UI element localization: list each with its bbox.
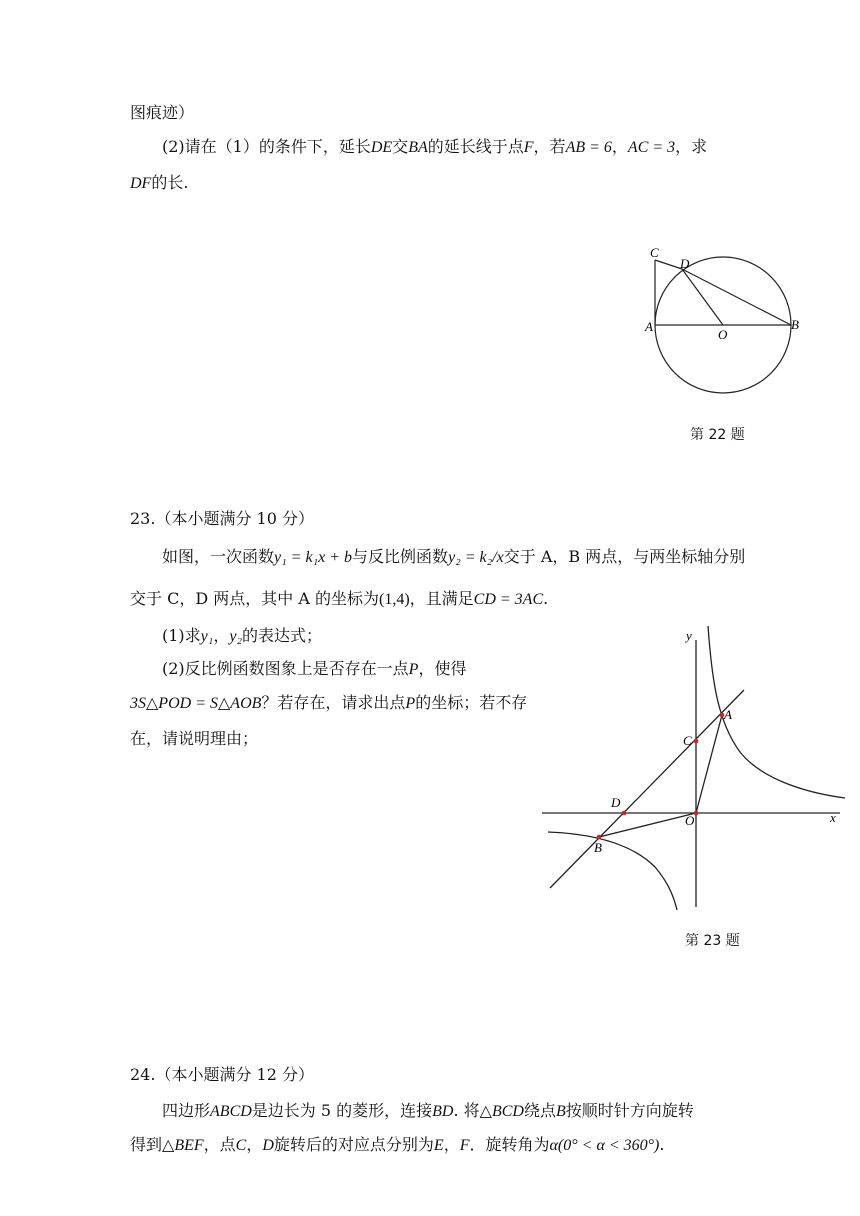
q22-caption: 第 22 题 xyxy=(690,427,745,443)
q23-point-C xyxy=(694,739,699,744)
q23-part2-line3: 在，请说明理由； xyxy=(130,729,259,748)
q23-intro-line1: 如图，一次函数y₁ = k₁x + b与反比例函数y₂ = k₂/x交于 A，B 两点，与两坐标轴分别 xyxy=(162,547,746,566)
q23-label-y: y xyxy=(686,628,692,643)
q22-label-D: D xyxy=(680,256,690,271)
q24-line2: 得到△BEF，点C，D旋转后的对应点分别为E，F．旋转角为α(0° < α < 360°). xyxy=(130,1135,665,1154)
q22-label-A: A xyxy=(645,319,653,334)
q22-figure xyxy=(640,240,810,400)
q23-figure xyxy=(540,622,850,912)
q23-label-D: D xyxy=(611,795,621,810)
q23-label-x: x xyxy=(830,810,836,825)
q22-tail-text: 图痕迹） xyxy=(130,103,195,122)
q24-header: 24.（本小题满分 12 分） xyxy=(130,1065,314,1084)
q23-label-O: O xyxy=(685,813,695,828)
q23-part2-line1: (2)反比例函数图象上是否存在一点P，使得 xyxy=(162,659,467,678)
q22-segment-CD xyxy=(655,260,682,269)
q23-label-B: B xyxy=(594,840,602,855)
q23-part1: (1)求y₁，y₂的表达式； xyxy=(162,626,323,645)
q22-segment-DB xyxy=(682,269,791,325)
q23-line-y1 xyxy=(550,690,744,888)
q23-point-D xyxy=(622,811,627,816)
q22-part2-line1: (2)请在（1）的条件下，延长DE交BA的延长线于点F，若AB = 6，AC = 3，求 xyxy=(162,137,708,156)
q22-label-C: C xyxy=(650,245,659,260)
q22-segment-DO xyxy=(682,269,723,325)
q23-part2-line2: 3S△POD = S△AOB？若存在，请求出点P的坐标；若不存 xyxy=(130,693,528,712)
q24-line1: 四边形ABCD是边长为 5 的菱形，连接BD. 将△BCD绕点B按顺时针方向旋转 xyxy=(162,1101,694,1120)
q23-segment-OA xyxy=(696,715,722,813)
q23-caption: 第 23 题 xyxy=(685,933,740,949)
q22-part2-line2: DF的长. xyxy=(130,173,189,192)
q22-label-B: B xyxy=(791,317,799,332)
q23-intro-line2: 交于 C，D 两点，其中 A 的坐标为(1,4)，且满足CD = 3AC. xyxy=(130,589,549,608)
q22-label-O: O xyxy=(718,327,728,342)
q23-segment-OB xyxy=(599,813,696,837)
q23-label-C: C xyxy=(683,733,692,748)
q23-label-A: A xyxy=(724,707,732,722)
q23-header: 23.（本小题满分 10 分） xyxy=(130,509,314,528)
q23-point-B xyxy=(597,835,602,840)
